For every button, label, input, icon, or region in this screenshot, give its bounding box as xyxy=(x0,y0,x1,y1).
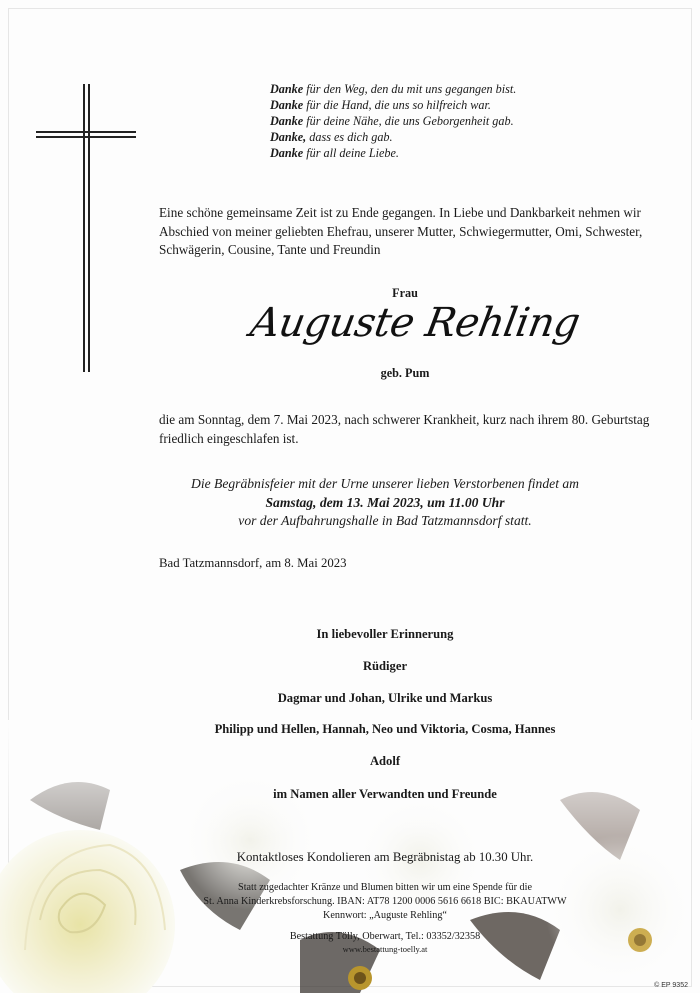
family-heading: In liebevoller Erinnerung xyxy=(316,627,454,641)
undertaker-website: www.bestattung-toelly.at xyxy=(342,944,428,954)
place-date: Bad Tatzmannsdorf, am 8. Mai 2023 xyxy=(159,556,347,570)
funeral-line-1: Die Begräbnisfeier mit der Urne unserer lieben Verstorbenen findet am xyxy=(191,476,579,491)
undertaker-contact: Bestattung Tölly, Oberwart, Tel.: 03352/32358 xyxy=(289,931,481,942)
poem-line: Danke für deine Nähe, die uns Geborgenheit gab. xyxy=(270,114,514,128)
funeral-location: vor der Aufbahrungshalle in Bad Tatzmannsdorf statt. xyxy=(238,513,532,528)
family-member: Dagmar und Johan, Ulrike und Markus xyxy=(277,691,493,705)
donation-line: Statt zugedachter Kränze und Blumen bitten wir um eine Spende für die xyxy=(238,882,532,893)
condolence-note: Kontaktloses Kondolieren am Begräbnistag ab 10.30 Uhr. xyxy=(236,850,534,864)
family-member: im Namen aller Verwandten und Freunde xyxy=(273,787,497,801)
funeral-info xyxy=(150,475,620,531)
family-member: Rüdiger xyxy=(362,659,408,673)
maiden-name: geb. Pum xyxy=(380,366,430,380)
print-code: © EP 9352 xyxy=(654,982,688,989)
deceased-name: Auguste Rehling xyxy=(246,300,584,346)
death-notice: die am Sonntag, dem 7. Mai 2023, nach schwerer Krankheit, kurz nach ihrem 80. Geburtstag friedlich eingeschlafen ist. xyxy=(159,412,650,446)
poem-line: Danke für die Hand, die uns so hilfreich war. xyxy=(270,98,491,112)
family-member: Philipp und Hellen, Hannah, Neo und Viktoria, Cosma, Hannes xyxy=(214,722,556,736)
donation-keyword: Kennwort: „Auguste Rehling“ xyxy=(323,910,447,921)
family-member: Adolf xyxy=(369,754,401,768)
funeral-date: Samstag, dem 13. Mai 2023, um 11.00 Uhr xyxy=(265,494,505,510)
salutation: Frau xyxy=(392,286,418,300)
poem-line: Danke für den Weg, den du mit uns gegangen bist. xyxy=(270,82,517,96)
cross-icon xyxy=(36,84,136,374)
donation-line: St. Anna Kinderkrebsforschung. IBAN: AT78 1200 0006 5616 6618 BIC: BKAUATWW xyxy=(203,896,567,907)
poem-line: Danke für all deine Liebe. xyxy=(270,146,399,160)
poem xyxy=(270,81,516,161)
poem-line: Danke, dass es dich gab. xyxy=(270,130,393,144)
intro-text: Eine schöne gemeinsame Zeit ist zu Ende gegangen. In Liebe und Dankbarkeit nehmen wir Abschied von meiner geliebten Ehefrau, unserer Mutter, Schwiegermutter, Omi, Schwester, Schwägerin, Cousine, Tante und Freundin xyxy=(159,205,643,258)
